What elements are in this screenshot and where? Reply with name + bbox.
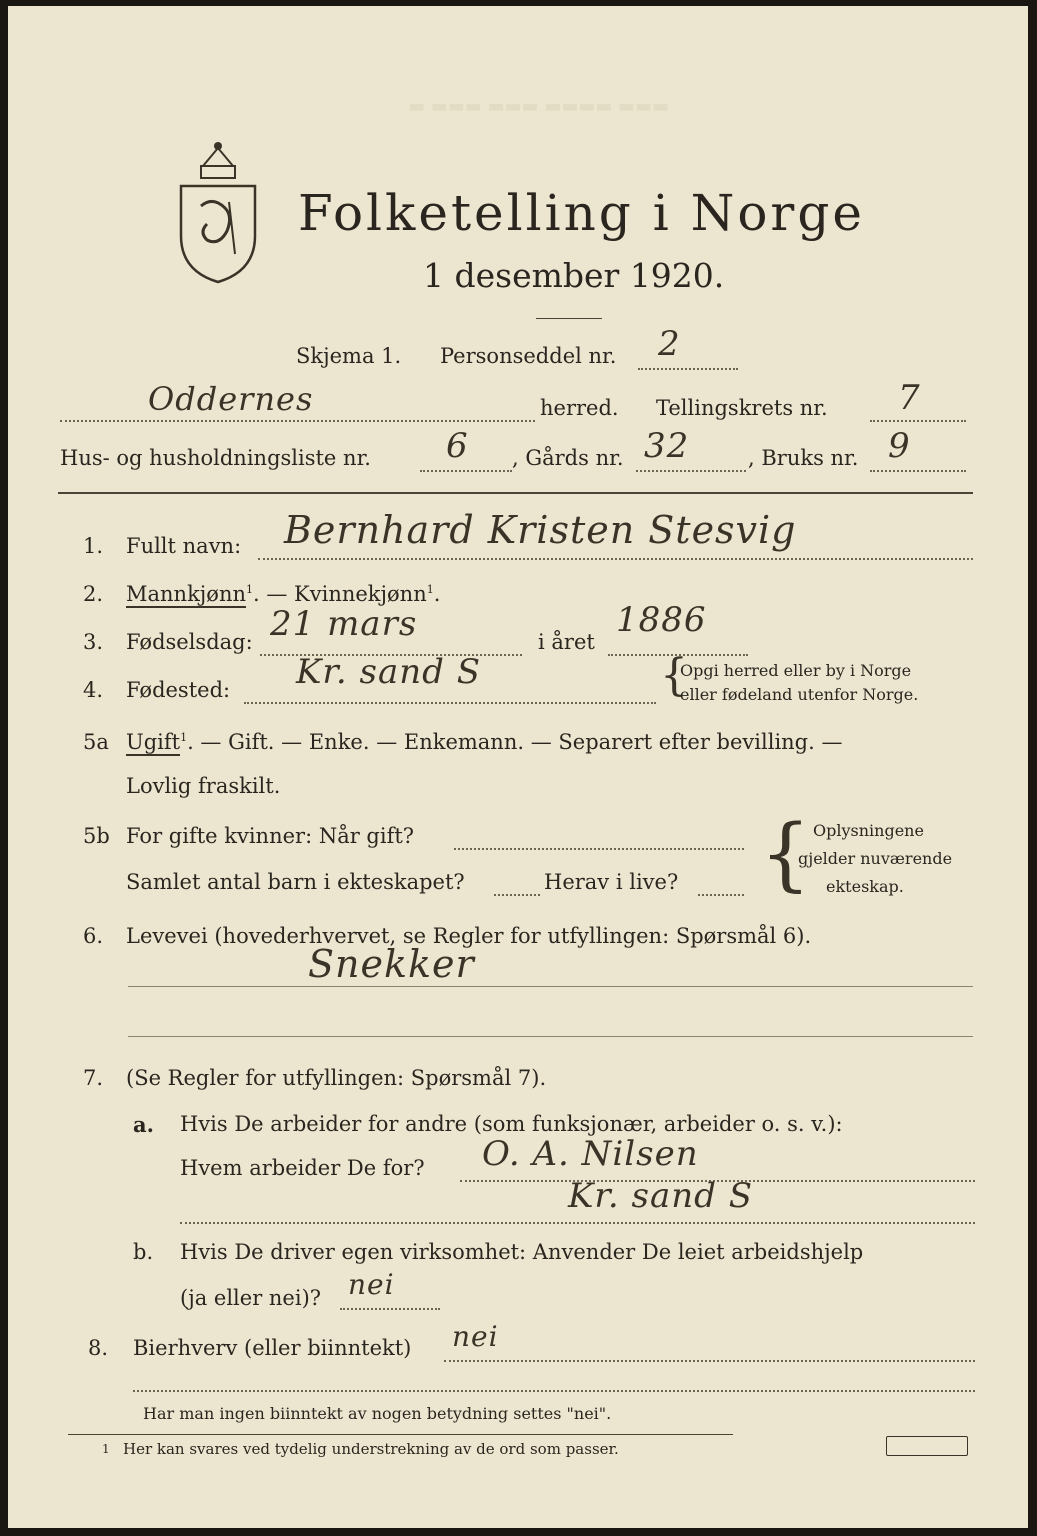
married-date-field[interactable] xyxy=(454,848,744,850)
q5a-options: Ugift$^1$. — Gift. — Enke. — Enkemann. — Separert efter bevilling. — xyxy=(126,730,843,754)
q4-note-2: eller fødeland utenfor Norge. xyxy=(680,685,919,704)
q7-number: 7. xyxy=(83,1066,104,1090)
ugift-option[interactable]: Ugift xyxy=(126,730,181,754)
side-income-value[interactable]: nei xyxy=(452,1320,499,1353)
hus-value[interactable]: 6 xyxy=(446,426,469,466)
q1-number: 1. xyxy=(83,534,104,558)
section-divider xyxy=(58,492,973,494)
year-label: i året xyxy=(538,630,595,654)
q5b-note-3: ekteskap. xyxy=(826,877,904,896)
employer-value[interactable]: O. A. Nilsen xyxy=(482,1134,699,1174)
q5b-number: 5b xyxy=(83,824,110,848)
gards-value[interactable]: 32 xyxy=(644,426,690,466)
female-option[interactable]: Kvinnekjønn xyxy=(294,582,427,606)
q3-label: Fødselsdag: xyxy=(126,630,253,654)
herred-value[interactable]: Oddernes xyxy=(148,380,314,418)
q7a-question: Hvem arbeider De for? xyxy=(180,1156,425,1180)
q8-number: 8. xyxy=(88,1336,109,1360)
alive-count-field[interactable] xyxy=(698,894,744,896)
footnote-mark: 1 xyxy=(102,1442,110,1456)
q5b-children-label: Samlet antal barn i ekteskapet? xyxy=(126,870,465,894)
q5a-number: 5a xyxy=(83,730,109,754)
bruks-label: , Bruks nr. xyxy=(748,446,859,470)
q5b-married-label: For gifte kvinner: Når gift? xyxy=(126,824,415,848)
q5b-alive-label: Herav i live? xyxy=(544,870,679,894)
title-divider xyxy=(536,318,602,319)
q7a-label: Hvis De arbeider for andre (som funksjonær, arbeider o. s. v.): xyxy=(180,1112,843,1136)
birth-day-value[interactable]: 21 mars xyxy=(270,604,418,644)
personseddel-number[interactable]: 2 xyxy=(658,324,681,364)
tellingskrets-value[interactable]: 7 xyxy=(898,378,921,418)
form-date: 1 desember 1920. xyxy=(423,256,725,295)
male-option[interactable]: Mannkjønn xyxy=(126,582,247,606)
q3-number: 3. xyxy=(83,630,104,654)
q6-label: Levevei (hovederhvervet, se Regler for utfyllingen: Spørsmål 6). xyxy=(126,924,812,948)
census-form xyxy=(8,6,1028,1528)
q8-label: Bierhverv (eller biinntekt) xyxy=(133,1336,412,1360)
q2-gender-options: Mannkjønn$^1$. — Kvinnekjønn$^1$. xyxy=(126,582,441,606)
form-title: Folketelling i Norge xyxy=(298,184,865,242)
q7a-letter: a. xyxy=(133,1112,154,1137)
q1-label: Fullt navn: xyxy=(126,534,242,558)
bruks-value[interactable]: 9 xyxy=(888,426,911,466)
q7b-question: (ja eller nei)? xyxy=(180,1286,322,1310)
q5b-note-1: Oplysningene xyxy=(813,821,924,840)
herred-label: herred. xyxy=(540,396,619,420)
full-name-value[interactable]: Bernhard Kristen Stesvig xyxy=(284,508,797,552)
q5b-note-2: gjelder nuværende xyxy=(798,849,953,868)
hired-help-value[interactable]: nei xyxy=(348,1268,395,1301)
q2-number: 2. xyxy=(83,582,104,606)
birth-year-value[interactable]: 1886 xyxy=(616,600,707,640)
bleed-through: ▬ ▬▬▬ ▬▬▬ ▬▬▬▬ ▬▬▬ xyxy=(408,96,669,117)
q4-note-1: Opgi herred eller by i Norge xyxy=(680,661,912,680)
footer-note: Har man ingen biinntekt av nogen betydning settes "nei". xyxy=(143,1404,612,1423)
q7-label: (Se Regler for utfyllingen: Spørsmål 7). xyxy=(126,1066,547,1090)
occupation-line-2[interactable] xyxy=(128,1036,973,1037)
side-income-line-2[interactable] xyxy=(133,1390,975,1392)
q4-label: Fødested: xyxy=(126,678,231,702)
footnote-divider xyxy=(68,1434,733,1435)
schema-label: Skjema 1. xyxy=(296,344,402,368)
printer-stamp xyxy=(886,1436,968,1456)
tellingskrets-label: Tellingskrets nr. xyxy=(656,396,828,420)
hus-label: Hus- og husholdningsliste nr. xyxy=(60,446,371,470)
q4-number: 4. xyxy=(83,678,104,702)
q5b-brace: { xyxy=(760,807,811,900)
footnote-text: Her kan svares ved tydelig understrekning av de ord som passer. xyxy=(123,1440,619,1458)
coat-of-arms-icon xyxy=(173,136,263,286)
occupation-value[interactable]: Snekker xyxy=(308,942,475,986)
employer-value-line-2[interactable]: Kr. sand S xyxy=(568,1176,754,1216)
gards-label: , Gårds nr. xyxy=(512,446,624,470)
personseddel-label: Personseddel nr. xyxy=(440,344,617,368)
children-count-field[interactable] xyxy=(494,894,540,896)
q4-brace: { xyxy=(660,650,688,701)
q6-number: 6. xyxy=(83,924,104,948)
birthplace-value[interactable]: Kr. sand S xyxy=(296,652,482,692)
q5a-option-fraskilt[interactable]: Lovlig fraskilt. xyxy=(126,774,281,798)
q7b-letter: b. xyxy=(133,1240,154,1264)
q7b-label: Hvis De driver egen virksomhet: Anvender De leiet arbeidshjelp xyxy=(180,1240,864,1264)
